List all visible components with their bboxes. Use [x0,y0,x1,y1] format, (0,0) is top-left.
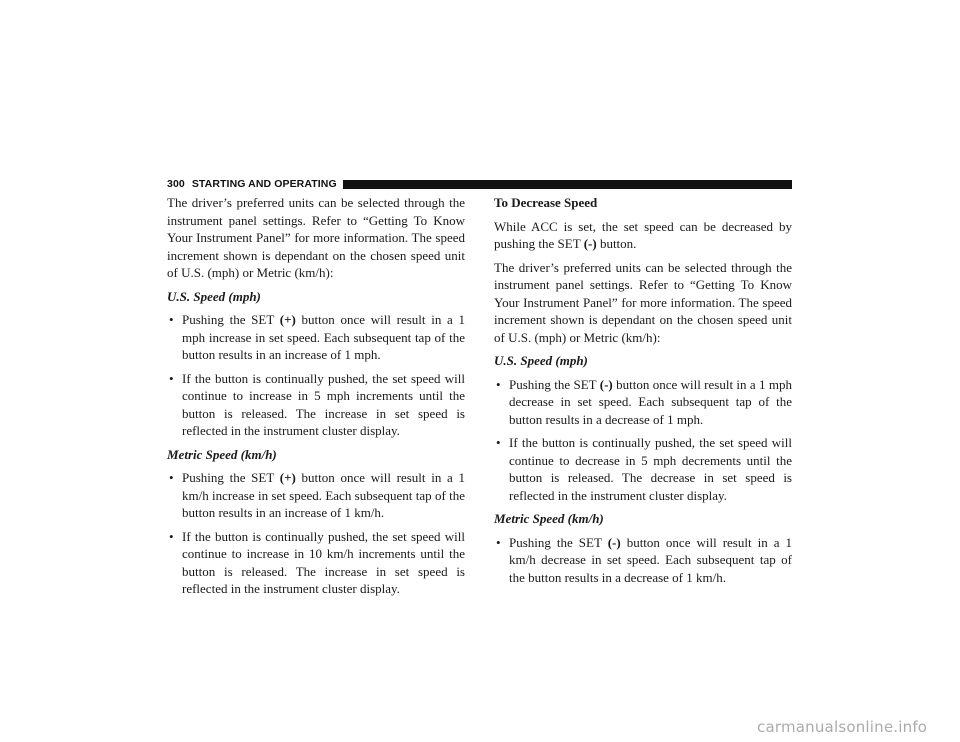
list-item [167,469,465,522]
bullet-icon: • [169,470,174,485]
bullet-icon: • [169,528,174,544]
metric-speed-list [167,469,465,598]
list-item [494,534,792,587]
us-speed-list [167,311,465,440]
list-item [494,376,792,429]
bullet-icon: • [496,376,501,392]
set-minus-label: (-) [583,236,597,251]
item-text: If the button is continually pushed, the set speed will continue to decrease in 5 mph decrements until the button is released. The decrease in set speed is reflected in the instrument cluster display. [509,435,792,503]
right-column [494,194,792,592]
list-item [167,311,465,364]
bullet-icon: • [169,312,174,327]
set-plus-label: (+) [279,470,296,485]
bullet-icon: • [496,435,501,450]
list-item [167,528,465,598]
us-speed-list [494,376,792,505]
us-speed-heading: U.S. Speed (mph) [167,288,261,304]
item-text-pre: Pushing the SET [182,470,280,485]
left-column [167,194,465,604]
bullet-icon: • [169,370,174,386]
page-number: 300 [167,178,185,190]
header-label [167,178,337,190]
decrease-speed-heading: To Decrease Speed [494,195,598,210]
us-speed-heading: U.S. Speed (mph) [494,353,588,368]
metric-speed-heading: Metric Speed (km/h) [494,511,604,526]
site-watermark: carmanualsonline.info [757,718,928,736]
intro-paragraph: The driver’s preferred units can be selected through the instrument panel settings. Refer to “Getting To Know Your Instrument Panel” for more information. The speed increment shown is dependant on the chosen speed unit of U.S. (mph) or Metric (km/h): [167,195,465,280]
acc-text-post: button. [596,236,637,251]
metric-speed-list [494,534,792,587]
set-minus-label: (-) [607,534,621,550]
item-text-post: button once will result in a 1 mph increase in set speed. Each subsequent tap of the button results in an increase of 1 mph. [182,312,465,362]
item-text-post: button once will result in a 1 mph decrease in set speed. Each subsequent tap of the button results in a decrease of 1 mph. [509,376,792,427]
page-header [167,178,792,190]
list-item [167,370,465,440]
item-text-pre: Pushing the SET [182,312,280,327]
acc-paragraph [494,218,792,253]
list-item [494,434,792,504]
set-plus-label: (+) [279,312,296,327]
set-minus-label: (-) [599,376,613,392]
item-text-post: button once will result in a 1 km/h decrease in set speed. Each subsequent tap of the button results in a decrease of 1 km/h. [509,534,792,585]
metric-speed-heading: Metric Speed (km/h) [167,446,277,462]
section-title: STARTING AND OPERATING [191,178,337,190]
header-rule [343,180,792,189]
item-text: If the button is continually pushed, the set speed will continue to increase in 10 km/h increments until the button is released. The increase in set speed is reflected in the instrument cluster display. [182,528,465,596]
units-paragraph: The driver’s preferred units can be selected through the instrument panel settings. Refer to “Getting To Know Your Instrument Panel” for more information. The speed increment shown is dependant on the chosen speed unit of U.S. (mph) or Metric (km/h): [494,259,792,345]
item-text: If the button is continually pushed, the set speed will continue to increase in 5 mph increments until the button is released. The increase in set speed is reflected in the instrument cluster display. [182,370,465,438]
acc-text-pre: While ACC is set, the set speed can be decreased by pushing the SET [494,218,792,251]
item-text-pre: Pushing the SET [509,376,600,392]
item-text-pre: Pushing the SET [509,534,608,550]
bullet-icon: • [496,534,501,550]
item-text-post: button once will result in a 1 km/h increase in set speed. Each subsequent tap of the button results in an increase of 1 km/h. [182,470,465,520]
